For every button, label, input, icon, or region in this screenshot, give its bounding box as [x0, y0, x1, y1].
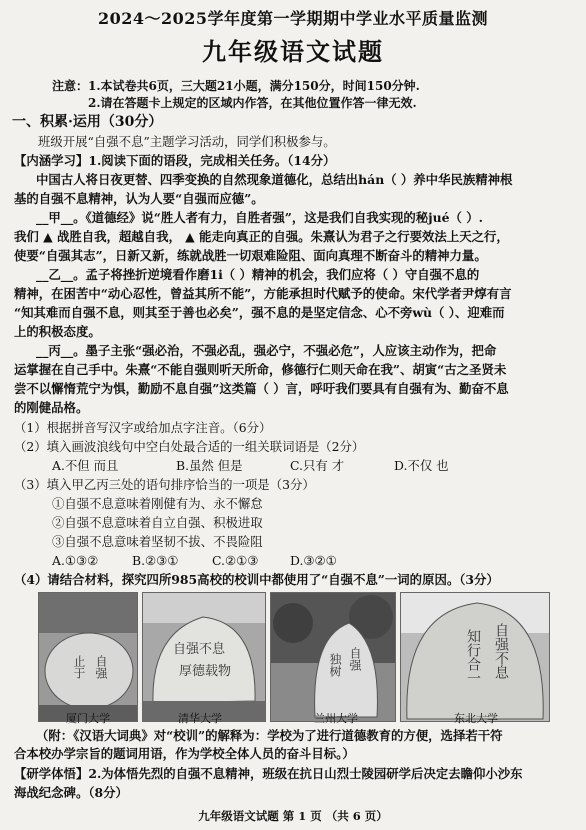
part-1-heading: 【内涵学习】1.阅读下面的语段，完成相关任务。（14分） [14, 153, 336, 168]
passage-line: __甲__。《道德经》说“胜人者有力，自胜者强”，这是我们自我实现的秘jué（ ）. [36, 210, 483, 225]
passage-line: __丙__。墨子主张“强必治，不强必乱，强必宁，不强必危”，人应该主动作为，把命 [36, 343, 497, 358]
q3-option-d: D.③②① [290, 553, 337, 568]
question-4: （4）请结合材料，探究四所985高校的校训中都使用了“自强不息”一词的原因。（3分） [14, 572, 499, 587]
passage-line: “知其难而自强不息，则其至于善也必矣”，强不息的是坚定信念、心不旁wù（ ）、迎难而 [14, 305, 505, 320]
q3-option-b: B.②③① [132, 553, 179, 568]
part-2-heading-cont: 海战纪念碑。（8分） [14, 785, 128, 800]
svg-text:自强: 自强 [94, 655, 108, 679]
notice-line-2: 2.请在答题卡上规定的区域内作答，在其他位置作答一律无效. [88, 96, 417, 110]
passage-line: 精神，在困苦中“动心忍性，曾益其所不能”，方能承担时代赋予的使命。宋代学者尹焞有言 [14, 286, 512, 301]
svg-text:独树: 独树 [328, 653, 342, 677]
question-3: （3）填入甲乙丙三处的语句排序恰当的一项是（3分） [14, 477, 315, 492]
part-2-heading: 【研学体悟】2.为体悟先烈的自强不息精神，班级在抗日山烈士陵园研学后决定去瞻仰小沙东 [14, 766, 523, 781]
tsinghua-university-photo [142, 592, 266, 722]
note-line-1: （附：《汉语大词典》对“校训”的解释为：学校为了进行道德教育的方便，选择若干符 [36, 728, 503, 743]
q2-option-c: C.只有 才 [290, 458, 345, 473]
question-1: （1）根据拼音写汉字或给加点字注音。（6分） [14, 420, 272, 435]
page-footer: 九年级语文试题 第 1 页 （共 6 页） [198, 809, 388, 823]
lanzhou-university-photo [270, 592, 396, 722]
northeastern-university-photo [400, 592, 550, 722]
passage-line: 运掌握在自己手中。朱熹“不能自强则听天所命，修德行仁则天命在我”、胡寅“古之圣贤未 [14, 362, 507, 377]
xiamen-university-photo [38, 592, 138, 722]
q3-option-c: C.②①③ [212, 553, 259, 568]
svg-text:知行合一: 知行合一 [465, 629, 481, 685]
passage-line: 基的自强不息精神，认为人要“自强而应德”。 [14, 191, 264, 206]
photo-caption: 厦门大学 [66, 712, 110, 725]
passage-line: 我们 ▲ 战胜自我，超越自我， ▲ 能走向真正的自强。朱熹认为君子之行要效法上天之行， [14, 229, 509, 244]
passage-line: 使要“自强其志”，日新又新，练就战胜一切艰难险阻、面向真理不断奋斗的精神力量。 [14, 248, 487, 263]
svg-text:自强不息: 自强不息 [173, 642, 226, 657]
svg-text:厚德载物: 厚德载物 [179, 664, 232, 679]
passage-line: 中国古人将日夜更替、四季变换的自然现象道德化，总结出hán（ ）养中华民族精神根 [36, 172, 513, 187]
q3-option-a: A.①③② [52, 553, 99, 568]
question-2: （2）填入画波浪线句中空白处最合适的一组关联词语是（2分） [14, 439, 365, 454]
note-line-2: 合本校办学宗旨的题词用语，作为学校全体人员的奋斗目标。） [14, 746, 355, 761]
passage-line: 的刚健品格。 [14, 400, 89, 415]
exam-term-title: 2024～2025学年度第一学期期中学业水平质量监测 [97, 9, 489, 28]
q2-option-a: A.不但 而且 [52, 458, 119, 473]
section-1-title: 一、积累·运用（30分） [12, 114, 163, 130]
q2-option-d: D.不仅 也 [394, 458, 449, 473]
photo-caption: 清华大学 [178, 712, 222, 725]
svg-text:止于: 止于 [72, 655, 86, 679]
svg-text:自强不息: 自强不息 [493, 623, 509, 679]
passage-line: 尝不以懈惰荒宁为惧，勤励不息自强”这类篇（ ）言，呼吁我们要具有自强有为、勤奋不息 [14, 381, 509, 396]
q2-option-b: B.虽然 但是 [176, 458, 243, 473]
photo-caption: 东北大学 [454, 712, 498, 725]
exam-subject-title: 九年级语文试题 [202, 37, 384, 66]
q3-item-1: ①自强不息意味着刚健有为、永不懈怠 [52, 496, 263, 511]
passage-line: 上的积极态度。 [14, 324, 101, 339]
section-1-intro: 班级开展“自强不息”主题学习活动，同学们积极参与。 [38, 134, 336, 149]
q3-item-3: ③自强不息意味着坚韧不拔、不畏险阻 [52, 534, 263, 549]
passage-line: __乙__。孟子将挫折逆境看作磨1i（ ）精神的机会，我们应将（ ）守自强不息的 [36, 267, 480, 282]
q3-item-2: ②自强不息意味着自立自强、积极进取 [52, 515, 263, 530]
svg-text:自强: 自强 [348, 647, 362, 671]
notice-line-1: 注意：1.本试卷共6页，三大题21小题，满分150分，时间150分钟. [52, 79, 420, 93]
photo-caption: 兰州大学 [314, 712, 358, 725]
